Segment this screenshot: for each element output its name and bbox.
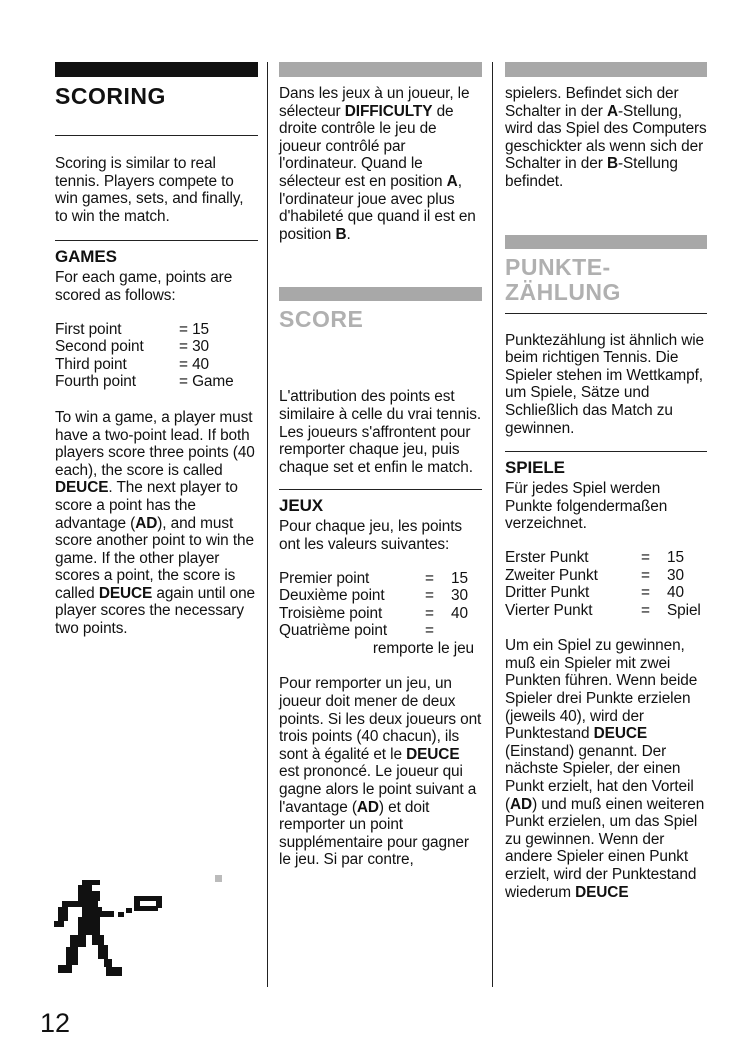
- jeux-intro: Pour chaque jeu, les points ont les valeurs suivantes:: [279, 518, 462, 553]
- points-row: Dritter Punkt = 40: [505, 584, 684, 602]
- section-title-scoring: SCORING: [55, 83, 166, 109]
- punkte-intro: Punktezählung ist ähnlich wie beim richtigen Tennis. Die Spieler stehen im Wettkampf, um Spiele, Sätze und Schließlich das Match zu gewinnen.: [505, 331, 705, 437]
- divider: [505, 451, 707, 452]
- jeux-rules: Pour remporter un jeu, un joueur doit mener de deux points. Si les deux joueurs ont trois points (40 chacun), ils sont à égalité et le DEUCE est prononcé. Le joueur qui gagne alors le point suivant a l'avantage (AD) et doit remporter un point supplémentaire pour gagner le jeu. Si par contre,: [279, 675, 482, 869]
- section-title-score: SCORE: [279, 306, 364, 333]
- spiele-rules: Um ein Spiel zu gewinnen, muß ein Spieler mit zwei Punkten führen. Wenn beide Spieler drei Punkte erzielen (jeweils 40), wird der Punktestand DEUCE (Einstand) genannt. Der nächste Spieler, der einen Punkt erzielt, hat den Vorteil (AD) und muß einen weiteren Punkt erzielen, um das Spiel zu gewinnen. Wenn der andere Spieler einen Punkt erzielt, wird der Punktestand wiederum DEUCE: [505, 637, 705, 901]
- games-heading: GAMES: [55, 247, 117, 267]
- games-intro: For each game, points are scored as follows:: [55, 269, 233, 304]
- points-row: Vierter Punkt = Spiel: [505, 601, 701, 619]
- points-row: Erster Punkt = 15: [505, 548, 684, 566]
- divider: [55, 240, 258, 241]
- divider: [55, 135, 258, 136]
- points-table: [55, 321, 234, 391]
- column-rule-1: [267, 62, 268, 987]
- jeux-heading: JEUX: [279, 496, 324, 516]
- section-bar: [505, 235, 707, 249]
- points-row: Second point = 30: [55, 338, 209, 356]
- column-rule-2: [492, 62, 493, 987]
- points-table: [505, 549, 705, 619]
- tennis-player-icon: [52, 878, 182, 990]
- section-bar: [279, 62, 482, 77]
- schalter-paragraph: spielers. Befindet sich der Schalter in der A-Stellung, wird das Spiel des Computers geschickter als wenn sich der Schalter in der B-Stellung befindet.: [505, 85, 707, 190]
- speck: [215, 875, 222, 882]
- column-german: [505, 62, 707, 901]
- points-row: Third point = 40: [55, 355, 209, 373]
- section-bar: [279, 287, 482, 301]
- points-row: Quatrième point =: [279, 622, 434, 640]
- points-table: [279, 570, 475, 640]
- section-bar: [55, 62, 258, 77]
- score-intro: L'attribution des points est similaire à celle du vrai tennis. Les joueurs s'affrontent pour remporter chaque jeu, puis chaque set et enfin le match.: [279, 388, 481, 476]
- divider: [279, 489, 482, 490]
- divider: [505, 313, 707, 314]
- section-title-punktezaehlung: PUNKTE- ZÄHLUNG: [505, 253, 621, 305]
- difficulty-paragraph: Dans les jeux à un joueur, le sélecteur DIFFICULTY de droite contrôle le jeu de joueur contrôlé par l'ordinateur. Quand le sélecteur est en position A, l'ordinateur joue avec plus d'habileté que quand il est en position B.: [279, 85, 476, 243]
- games-rules: To win a game, a player must have a two-point lead. If both players score three points (40 each), the score is called DEUCE. The next player to score a point has the advantage (AD), and must score another point to win the game. If the other player scores a point, the score is called DEUCE again until one player scores the necessary two points.: [55, 408, 255, 638]
- points-row: Premier point = 15: [279, 569, 468, 587]
- column-english: [55, 62, 258, 638]
- points-row: Troisième point = 40: [279, 604, 468, 622]
- spiele-intro: Für jedes Spiel werden Punkte folgendermaßen verzeichnet.: [505, 480, 668, 533]
- points-row: First point = 15: [55, 320, 209, 338]
- scoring-intro: Scoring is similar to real tennis. Players compete to win games, sets, and finally, to win the match.: [55, 155, 244, 225]
- page-number: 12: [40, 1008, 71, 1038]
- column-french: [279, 62, 482, 869]
- points-row: Fourth point = Game: [55, 373, 234, 391]
- points-row: Zweiter Punkt = 30: [505, 566, 684, 584]
- points-row: Deuxième point = 30: [279, 587, 468, 605]
- spiele-heading: SPIELE: [505, 458, 565, 478]
- section-bar: [505, 62, 707, 77]
- remporte-le-jeu: remporte le jeu: [372, 639, 474, 657]
